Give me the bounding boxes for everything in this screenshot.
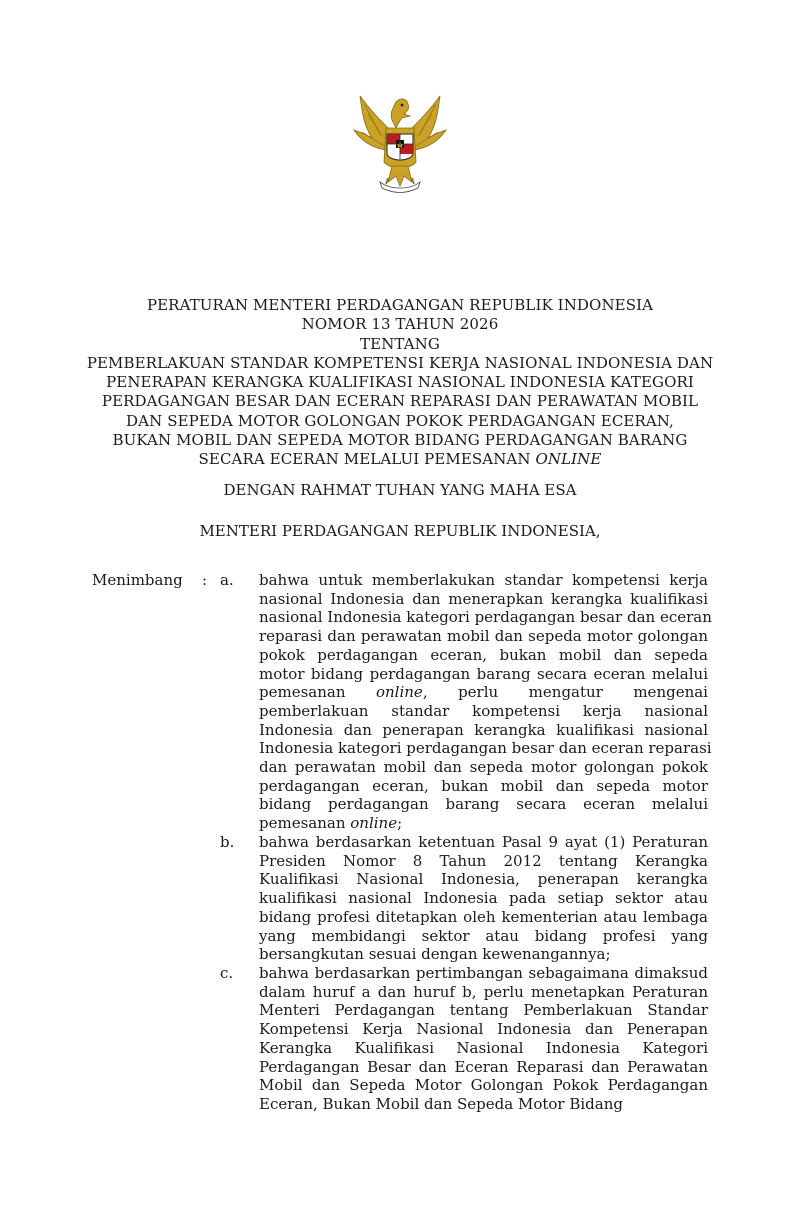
text-line: pemberlakuan standar kompetensi kerja nasional bbox=[259, 701, 708, 720]
title-line: NOMOR 13 TAHUN 2026 bbox=[301, 315, 499, 334]
title-line: DAN SEPEDA MOTOR GOLONGAN POKOK PERDAGANGAN ECERAN, bbox=[126, 411, 674, 430]
title-line: PERDAGANGAN BESAR DAN ECERAN REPARASI DAN PERAWATAN MOBIL bbox=[101, 392, 699, 411]
text-line: bersangkutan sesuai dengan kewenangannya; bbox=[259, 945, 611, 964]
text-line: reparasi dan perawatan mobil dan sepeda motor golongan bbox=[259, 627, 708, 646]
text-line: Indonesia kategori perdagangan besar dan eceran reparasi bbox=[259, 739, 712, 758]
text-line: Kompetensi Kerja Nasional Indonesia dan Penerapan bbox=[259, 1020, 708, 1039]
text-line: Mobil dan Sepeda Motor Golongan Pokok Perdagangan bbox=[259, 1076, 708, 1095]
text-line: perdagangan eceran, bukan mobil dan sepeda motor bbox=[259, 776, 708, 795]
item-letter: c. bbox=[220, 964, 234, 982]
item-text bbox=[259, 964, 708, 1114]
text-line: Presiden Nomor 8 Tahun 2012 tentang Kerangka bbox=[259, 851, 708, 870]
text-line: Kerangka Kualifikasi Nasional Indonesia Kategori bbox=[259, 1038, 708, 1057]
title-line-last bbox=[60, 450, 740, 469]
text-line: kualifikasi nasional Indonesia pada setiap sektor atau bbox=[259, 889, 708, 908]
text-line: dan perawatan mobil dan sepeda motor golongan pokok bbox=[259, 758, 708, 777]
text-line: pokok perdagangan eceran, bukan mobil dan sepeda bbox=[259, 645, 708, 664]
item-letter: b. bbox=[220, 833, 235, 851]
title-line: PEMBERLAKUAN STANDAR KOMPETENSI KERJA NASIONAL INDONESIA DAN bbox=[86, 353, 714, 372]
item-text bbox=[259, 833, 708, 964]
text-line: Kualifikasi Nasional Indonesia, penerapan kerangka bbox=[259, 870, 708, 889]
minister-heading: MENTERI PERDAGANGAN REPUBLIK INDONESIA, bbox=[199, 522, 601, 540]
considering-colon: : bbox=[202, 571, 208, 589]
text-line: bahwa berdasarkan ketentuan Pasal 9 ayat (1) Peraturan bbox=[259, 833, 708, 851]
title-line: PERATURAN MENTERI PERDAGANGAN REPUBLIK INDONESIA bbox=[146, 296, 654, 314]
text-line: Indonesia dan penerapan kerangka kualifikasi nasional bbox=[259, 720, 708, 739]
title-line: BUKAN MOBIL DAN SEPEDA MOTOR BIDANG PERDAGANGAN BARANG bbox=[112, 431, 688, 450]
regulation-title bbox=[60, 296, 740, 470]
text-line: Eceran, Bukan Mobil dan Sepeda Motor Bidang bbox=[259, 1094, 623, 1113]
title-line: PENERAPAN KERANGKA KUALIFIKASI NASIONAL INDONESIA KATEGORI bbox=[106, 373, 694, 392]
item-letter: a. bbox=[220, 571, 234, 589]
considering-label: Menimbang bbox=[92, 571, 183, 589]
title-online-italic: ONLINE bbox=[535, 450, 602, 469]
text-line: Perdagangan Besar dan Eceran Reparasi dan Perawatan bbox=[259, 1057, 708, 1076]
text-line: nasional Indonesia dan menerapkan kerangka kualifikasi bbox=[259, 589, 708, 608]
text-line: yang membidangi sektor atau bidang profesi yang bbox=[259, 926, 708, 945]
title-line: TENTANG bbox=[360, 334, 440, 353]
text-line: motor bidang perdagangan barang secara eceran melalui bbox=[259, 664, 708, 683]
garuda-pancasila-emblem-icon bbox=[340, 90, 460, 200]
blessing-text: DENGAN RAHMAT TUHAN YANG MAHA ESA bbox=[223, 481, 577, 499]
text-line: bidang perdagangan barang secara eceran melalui bbox=[259, 795, 708, 814]
text-line: dalam huruf a dan huruf b, perlu menetapkan Peraturan bbox=[259, 982, 708, 1001]
text-line: pemesanan online; bbox=[259, 814, 403, 833]
text-line: pemesanan online, perlu mengatur mengenai bbox=[259, 683, 708, 702]
title-line-last-text: SECARA ECERAN MELALUI PEMESANAN bbox=[198, 450, 536, 469]
text-line: bahwa berdasarkan pertimbangan sebagaimana dimaksud bbox=[259, 964, 708, 982]
text-line: bahwa untuk memberlakukan standar kompetensi kerja bbox=[259, 571, 708, 589]
item-text bbox=[259, 571, 712, 833]
text-line: Menteri Perdagangan tentang Pemberlakuan Standar bbox=[259, 1001, 708, 1020]
text-line: bidang profesi ditetapkan oleh kementerian atau lembaga bbox=[259, 907, 708, 926]
text-line: nasional Indonesia kategori perdagangan besar dan eceran bbox=[259, 608, 712, 627]
